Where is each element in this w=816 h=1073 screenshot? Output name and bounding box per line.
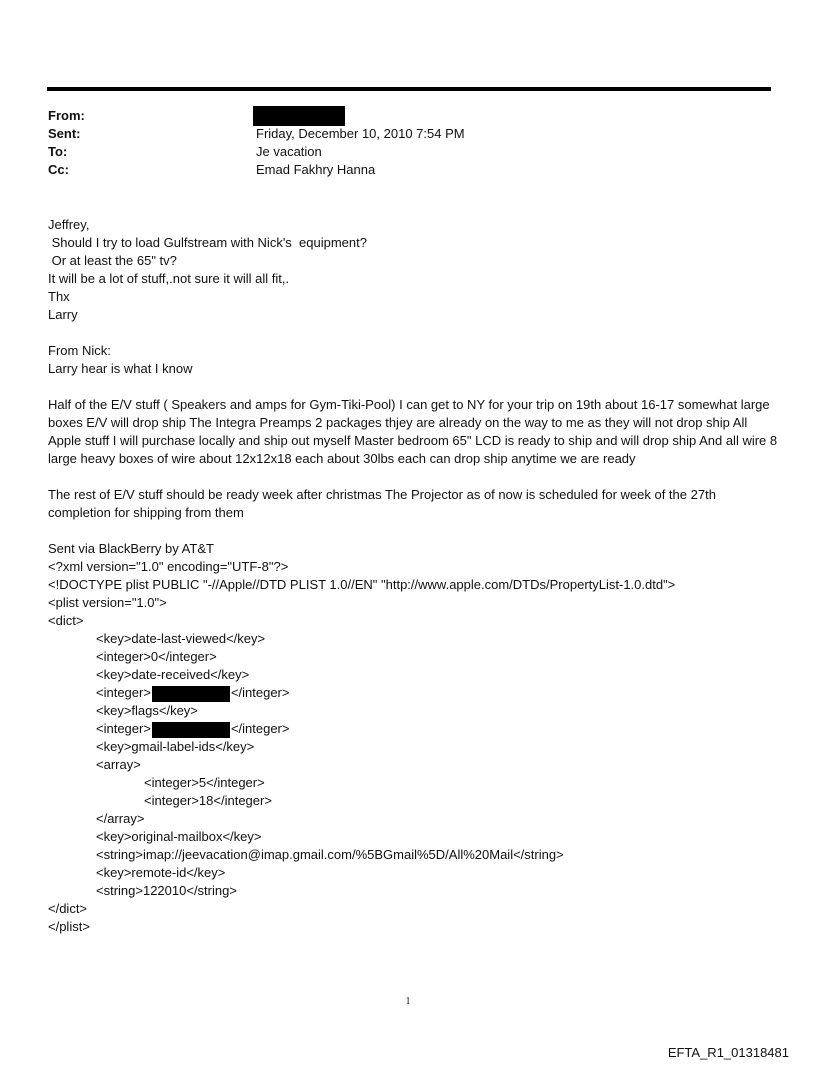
cc-value: Emad Fakhry Hanna (256, 162, 376, 177)
redaction-block (253, 106, 345, 126)
plist-line: <dict> (48, 613, 84, 628)
plist-line: </array> (96, 811, 145, 826)
plist-line-redacted (48, 720, 778, 738)
email-header (48, 107, 768, 179)
plist-line: <key>flags</key> (96, 703, 198, 718)
greeting: Jeffrey, (48, 217, 90, 232)
redaction-block (152, 722, 230, 738)
document-id: EFTA_R1_01318481 (667, 1045, 789, 1060)
redaction-block (152, 686, 230, 702)
plist-line: <plist version="1.0"> (48, 595, 167, 610)
from-label: From: (48, 108, 85, 123)
plist-line: <key>original-mailbox</key> (96, 829, 262, 844)
to-row (48, 143, 768, 161)
spacer (48, 378, 778, 396)
int-close-tag: </integer> (230, 685, 290, 700)
plist-line-redacted (48, 684, 778, 702)
plist-line: <integer>18</integer> (144, 793, 272, 808)
plist-line: <array> (96, 757, 141, 772)
forwarded-intro: Larry hear is what I know (48, 361, 193, 376)
to-value: Je vacation (256, 144, 322, 159)
int-open-tag: <integer> (96, 721, 151, 736)
int-open-tag: <integer> (96, 685, 151, 700)
sent-value: Friday, December 10, 2010 7:54 PM (256, 126, 465, 141)
signature: Larry (48, 307, 78, 322)
to-label: To: (48, 144, 68, 159)
header-rule (47, 87, 771, 91)
paragraph: Half of the E/V stuff ( Speakers and amps for Gym-Tiki-Pool) I can get to NY for your trip on 19th about 16-17 somewhat large boxes E/V will drop ship The Integra Preamps 2 packages thjey are already on the way to me as they will not drop ship All Apple stuff I will purchase locally and ship out myself Master bedroom 65" LCD is ready to ship and will drop ship And all wire 8 large heavy boxes of wire about 12x12x18 each about 30lbs each can drop ship anytime we are ready (48, 397, 778, 466)
plist-line: <key>gmail-label-ids</key> (96, 739, 255, 754)
int-close-tag: </integer> (230, 721, 290, 736)
plist-line: <string>122010</string> (96, 883, 237, 898)
plist-line: <!DOCTYPE plist PUBLIC "-//Apple//DTD PLIST 1.0//EN" "http://www.apple.com/DTDs/PropertyList-1.0.dtd"> (48, 577, 676, 592)
body-line: Thx (48, 289, 70, 304)
plist-line: <integer>5</integer> (144, 775, 265, 790)
cc-label: Cc: (48, 162, 69, 177)
from-row (48, 107, 768, 125)
plist-line: </dict> (48, 901, 88, 916)
sent-label: Sent: (48, 126, 81, 141)
plist-line: </plist> (48, 919, 90, 934)
plist-line: <key>date-last-viewed</key> (96, 631, 266, 646)
forwarded-from: From Nick: (48, 343, 111, 358)
body-line: Or at least the 65" tv? (48, 253, 177, 268)
paragraph: The rest of E/V stuff should be ready week after christmas The Projector as of now is scheduled for week of the 27th completion for shipping from them (48, 487, 716, 520)
spacer (48, 324, 778, 342)
body-line: It will be a lot of stuff,.not sure it will all fit,. (48, 271, 290, 286)
page-number: 1 (405, 996, 411, 1007)
plist-line: <?xml version="1.0" encoding="UTF-8"?> (48, 559, 289, 574)
plist-line: <integer>0</integer> (96, 649, 217, 664)
sent-row (48, 125, 768, 143)
plist-line: <key>date-received</key> (96, 667, 250, 682)
cc-row (48, 161, 768, 179)
plist-line: <key>remote-id</key> (96, 865, 226, 880)
body-line: Should I try to load Gulfstream with Nick's equipment? (48, 235, 367, 250)
email-body (48, 216, 778, 936)
plist-line: <string>imap://jeevacation@imap.gmail.com/%5BGmail%5D/All%20Mail</string> (96, 847, 564, 862)
spacer (48, 522, 778, 540)
sent-via: Sent via BlackBerry by AT&T (48, 541, 214, 556)
spacer (48, 468, 778, 486)
